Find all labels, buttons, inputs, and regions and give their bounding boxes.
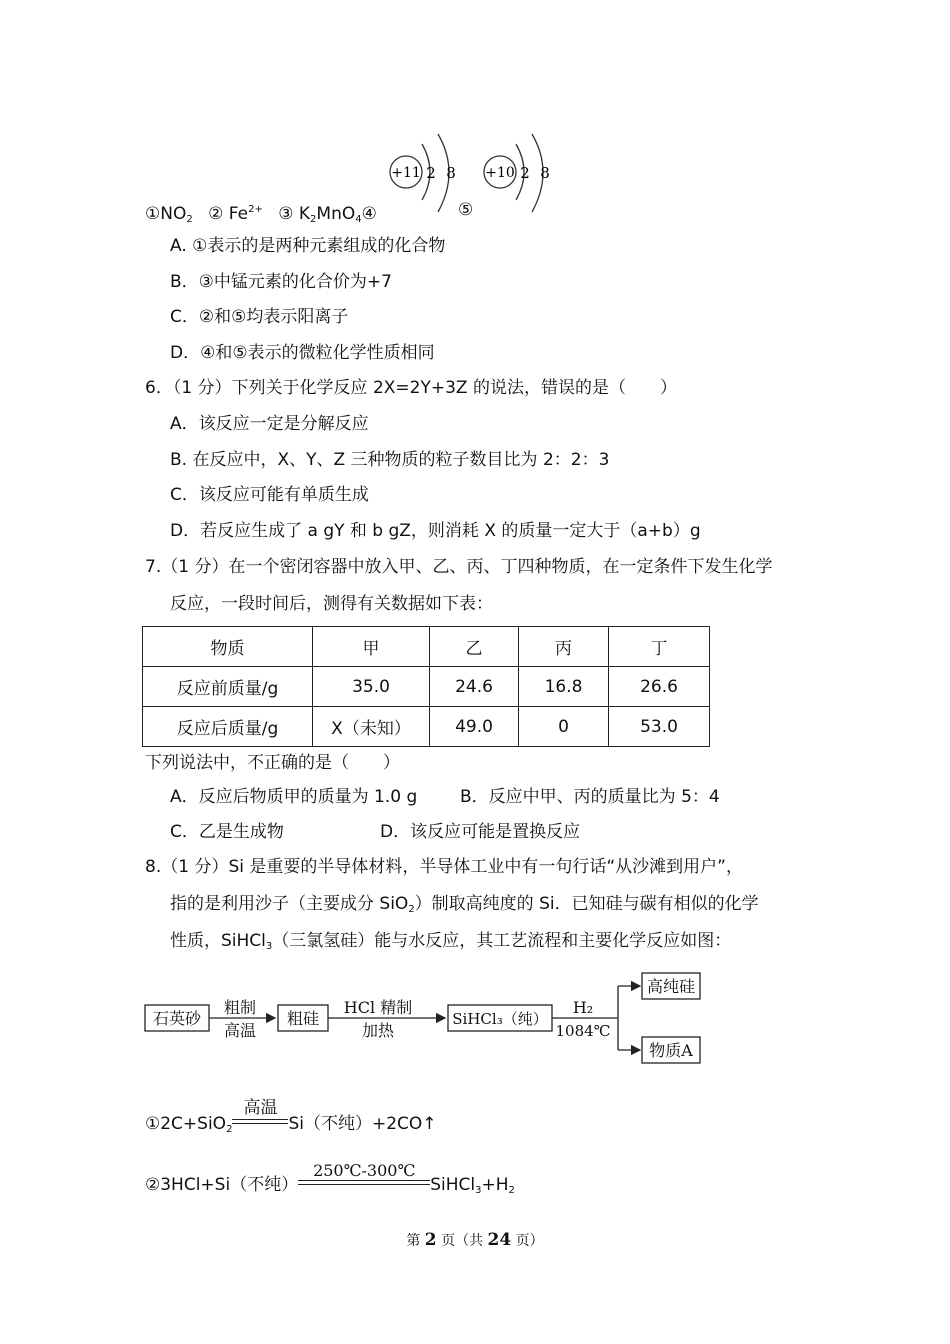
flow-arrow-label: H₂ [572,998,594,1017]
q7-stem-line1: 7.（1 分）在一个密闭容器中放入甲、乙、丙、丁四种物质，在一定条件下发生化学 [145,557,773,577]
page-number: 2 [424,1230,437,1250]
q8-stem-line1: 8.（1 分）Si 是重要的半导体材料，半导体工业中有一句行话“从沙滩到用户”， [145,857,743,877]
shell-count: 2 [426,164,436,182]
flow-box-label: 高纯硅 [646,977,696,996]
flow-arrow-label: 1084℃ [555,1022,611,1040]
table-row [143,667,710,707]
q8-stem-line3: 性质，SiHCl$_3$（三氯氢硅）能与水反应，其工艺流程和主要化学反应如图： [170,931,732,952]
q6-stem: 6．（1 分）下列关于化学反应 2X=2Y+3Z 的说法，错误的是（ ） [145,378,677,398]
total-pages: 24 [487,1230,512,1250]
table-cell: 反应前质量/g [143,667,313,707]
table-header-cell: 丁 [609,627,710,667]
table-cell: 49.0 [430,707,519,747]
table-cell: 反应后质量/g [143,707,313,747]
table-row [143,707,710,747]
q7-data-table [142,626,710,747]
table-cell: 53.0 [609,707,710,747]
q6-option-b: B. 在反应中，X、Y、Z 三种物质的粒子数目比为 2：2：3 [170,450,610,470]
table-header-row [143,627,710,667]
table-header-cell: 甲 [313,627,430,667]
q5-option-a: A. ①表示的是两种元素组成的化合物 [170,236,446,256]
flow-arrow-label: 高温 [223,1021,257,1040]
equation-condition: 高温 [232,1113,288,1135]
q5-item-5: ⑤ [458,200,474,220]
nucleus-label: +10 [485,165,515,181]
equation-1: ①2C+SiO$_2$ 高温 Si（不纯）+2CO↑ [145,1098,437,1135]
flow-box-label: 粗硅 [286,1009,320,1028]
table-header-cell: 乙 [430,627,519,667]
q6-option-c: C．该反应可能有单质生成 [170,485,369,505]
flow-arrow-label: HCl 精制 [343,998,413,1017]
table-cell: 24.6 [430,667,519,707]
table-cell: 0 [519,707,609,747]
q7-prompt: 下列说法中，不正确的是（ ） [145,753,400,773]
flow-box-label: SiHCl₃（纯） [452,1010,548,1028]
page-footer: 第 2 页（共 24 页） [406,1230,544,1250]
q7-option-c: C．乙是生成物 [170,822,284,842]
q7-option-b: B．反应中甲、丙的质量比为 5：4 [460,787,720,807]
nucleus-label: +11 [391,165,421,181]
q5-option-d: D．④和⑤表示的微粒化学性质相同 [170,343,435,363]
table-cell: 26.6 [609,667,710,707]
q7-option-a: A．反应后物质甲的质量为 1.0 g [170,787,418,807]
shell-count: 8 [540,164,550,182]
flow-arrow-label: 粗制 [223,998,257,1017]
table-cell: 16.8 [519,667,609,707]
table-header-cell: 丙 [519,627,609,667]
q7-option-d: D．该反应可能是置换反应 [380,822,581,842]
q5-option-b: B．③中锰元素的化合价为+7 [170,272,392,292]
q7-stem-line2: 反应，一段时间后，测得有关数据如下表： [170,594,493,614]
q6-option-d: D．若反应生成了 a gY 和 b gZ，则消耗 X 的质量一定大于（a+b）g [170,521,701,541]
q8-stem-line2: 指的是利用沙子（主要成分 SiO$_2$）制取高纯度的 Si．已知硅与碳有相似的化学 [170,894,759,915]
q5-option-c: C．②和⑤均表示阳离子 [170,307,349,327]
process-flow-diagram [140,968,720,1068]
atom-diagram-neon [484,134,550,212]
atom-diagram-sodium [390,134,456,212]
shell-count: 8 [446,164,456,182]
table-cell: 35.0 [313,667,430,707]
shell-count: 2 [520,164,530,182]
q6-option-a: A．该反应一定是分解反应 [170,414,369,434]
equation-condition: 250℃-300℃ [298,1174,430,1196]
flow-box-label: 物质A [649,1041,693,1060]
equation-2: ②3HCl+Si（不纯） 250℃-300℃ $SiHCl_3+H_2$ [145,1161,515,1196]
table-header-cell: 物质 [143,627,313,667]
flow-box-label: 石英砂 [152,1009,202,1028]
q5-items: $①NO_2$ ② $Fe^{2+}$ ③ $K_2MnO_4④$ [145,204,377,225]
flow-arrow-label: 加热 [361,1021,395,1040]
table-cell: X（未知） [313,707,430,747]
